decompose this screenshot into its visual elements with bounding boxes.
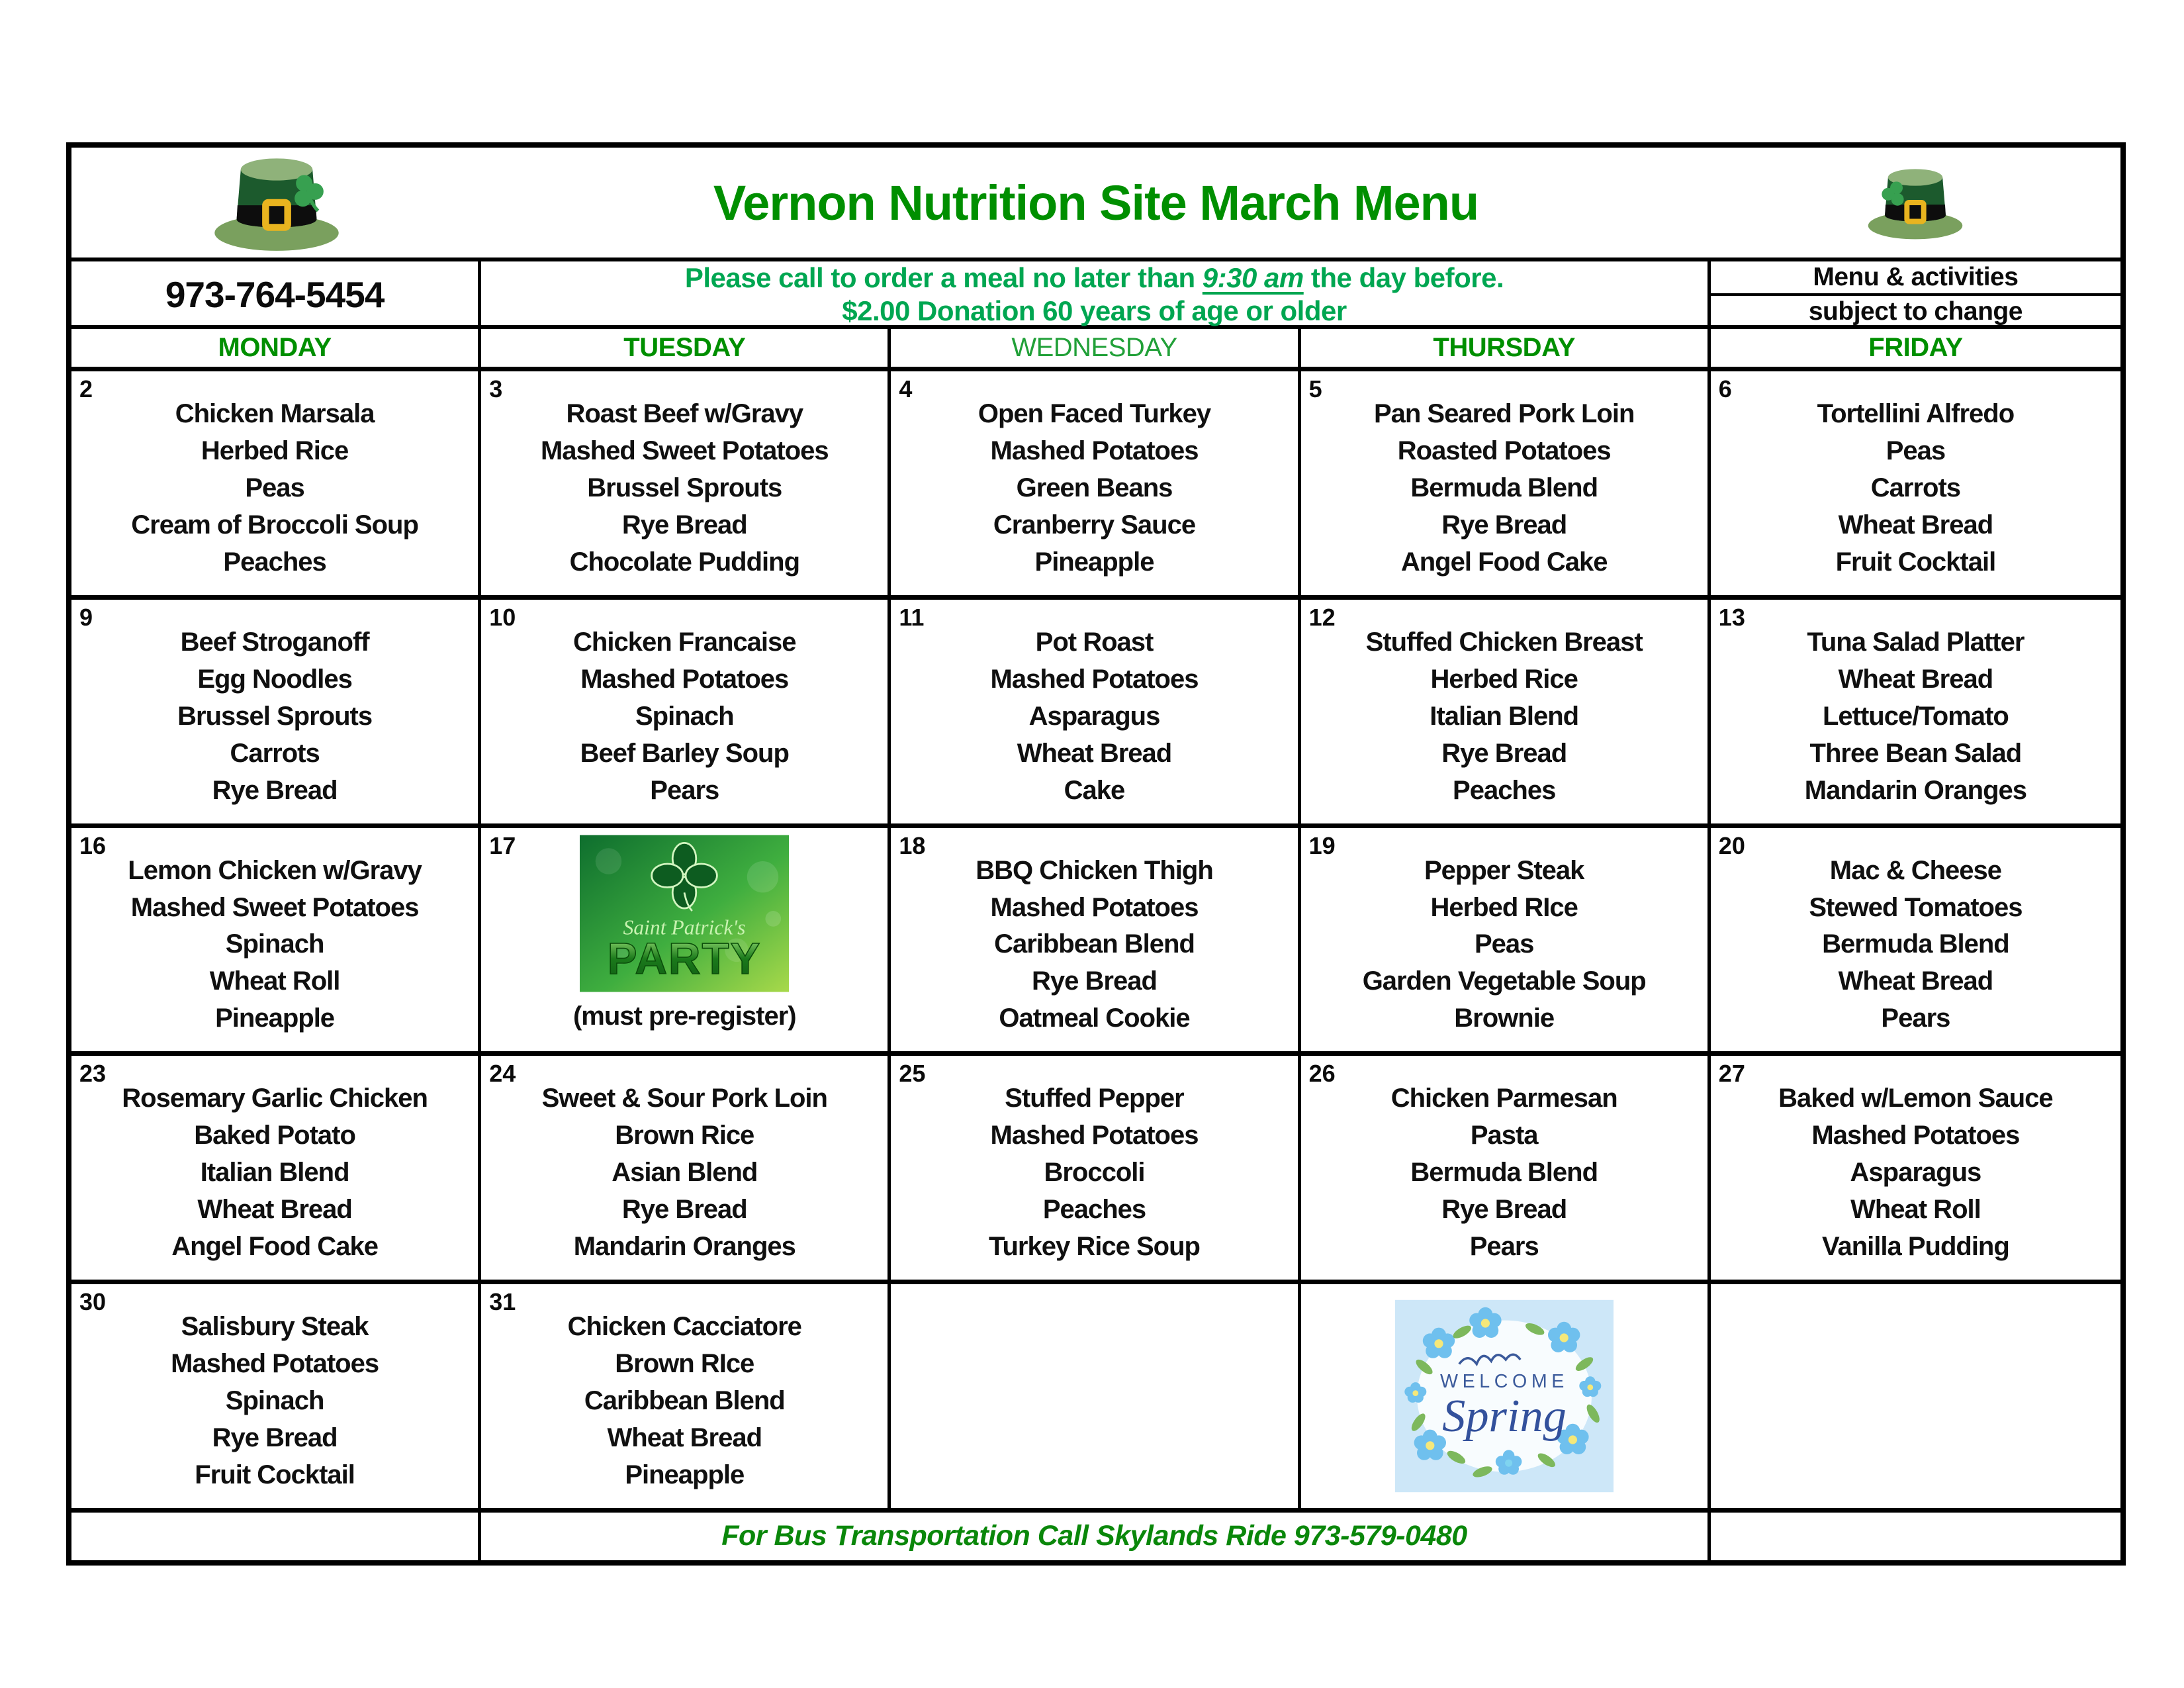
menu-item: Bermuda Blend — [1822, 929, 2009, 959]
menu-item: Carrots — [230, 738, 320, 768]
menu-item-list — [1711, 371, 2120, 595]
menu-item: Mac & Cheese — [1829, 855, 2002, 885]
menu-item: Pears — [1881, 1004, 1950, 1033]
day-number: 19 — [1308, 831, 1336, 859]
note-line-2: subject to change — [1808, 297, 2023, 326]
menu-item: Pineapple — [1034, 547, 1154, 577]
day-number: 31 — [489, 1288, 516, 1316]
menu-item-list — [481, 1284, 887, 1508]
menu-item: Turkey Rice Soup — [989, 1232, 1200, 1262]
day-number: 20 — [1718, 831, 1745, 859]
menu-item: Cream of Broccoli Soup — [131, 510, 418, 539]
calendar-cell-day-30 — [71, 1284, 481, 1508]
menu-item: Sweet & Sour Pork Loin — [541, 1084, 827, 1113]
menu-item-list — [1301, 828, 1707, 1052]
menu-item: Mashed Potatoes — [990, 664, 1199, 694]
menu-item: Mashed Sweet Potatoes — [540, 436, 829, 465]
calendar-cell-day-24 — [481, 1056, 891, 1280]
menu-item: Open Faced Turkey — [978, 399, 1211, 428]
menu-item-list — [891, 371, 1297, 595]
welcome-spring-graphic — [1395, 1298, 1614, 1494]
menu-item: Chicken Francaise — [573, 627, 796, 657]
menu-item: Rye Bread — [212, 1423, 338, 1452]
spring-text: Spring — [1441, 1389, 1567, 1442]
menu-item: Stewed Tomatoes — [1809, 892, 2023, 922]
footer-row — [71, 1513, 2120, 1560]
day-number: 24 — [489, 1060, 516, 1088]
menu-item: Oatmeal Cookie — [999, 1004, 1190, 1033]
menu-item: Asparagus — [1028, 701, 1160, 731]
menu-item: Herbed Rice — [1430, 664, 1578, 694]
menu-item: Chicken Cacciatore — [567, 1312, 801, 1342]
weekday-header-monday: MONDAY — [71, 329, 481, 367]
menu-item: Pasta — [1470, 1121, 1538, 1150]
menu-item: Pan Seared Pork Loin — [1373, 399, 1635, 428]
menu-item: Peas — [1474, 929, 1534, 959]
menu-item: Tortellini Alfredo — [1817, 399, 2015, 428]
calendar-cell-day-19 — [1301, 828, 1711, 1052]
week-row-3 — [71, 828, 2120, 1056]
menu-item: Asparagus — [1850, 1158, 1981, 1188]
menu-item: Rye Bread — [212, 775, 338, 805]
footer-empty-cell-right — [1711, 1513, 2120, 1560]
menu-item: Italian Blend — [1430, 701, 1579, 731]
menu-item: Chocolate Pudding — [569, 547, 799, 577]
menu-item-list — [1711, 600, 2120, 823]
menu-item: Pineapple — [215, 1004, 335, 1033]
menu-item: Mashed Potatoes — [990, 1121, 1199, 1150]
menu-item: Wheat Roll — [1850, 1195, 1981, 1225]
calendar-cell-day-6 — [1711, 371, 2120, 595]
calendar-cell-empty — [1711, 1284, 2120, 1508]
menu-item-list — [1711, 828, 2120, 1052]
menu-item: Lettuce/Tomato — [1822, 701, 2009, 731]
menu-item: Salisbury Steak — [181, 1312, 369, 1342]
menu-item: Brown RIce — [615, 1349, 754, 1379]
menu-item: Herbed RIce — [1430, 892, 1578, 922]
menu-item: Herbed Rice — [201, 436, 349, 465]
menu-item: Peaches — [1453, 775, 1556, 805]
menu-item: Brussel Sprouts — [177, 701, 373, 731]
menu-item: Caribbean Blend — [584, 1386, 785, 1416]
day-number: 17 — [489, 831, 516, 859]
menu-item: Stuffed Pepper — [1005, 1084, 1184, 1113]
note-line-1: Menu & activities — [1711, 261, 2120, 296]
weekday-header-thursday: THURSDAY — [1301, 329, 1711, 367]
day-number: 6 — [1718, 375, 1732, 402]
menu-item-list — [1301, 1056, 1707, 1280]
menu-item: Egg Noodles — [197, 664, 352, 694]
menu-item: Pears — [650, 775, 719, 805]
menu-item: Rye Bread — [1441, 738, 1567, 768]
leprechaun-hat-icon — [1852, 163, 1978, 242]
welcome-text: WELCOME — [1439, 1370, 1569, 1392]
menu-item: Asian Blend — [612, 1158, 758, 1188]
calendar-cell-day-10 — [481, 600, 891, 823]
week-row-1 — [71, 371, 2120, 600]
menu-item: Fruit Cocktail — [1835, 547, 1996, 577]
menu-item: Italian Blend — [200, 1158, 349, 1188]
menu-item: Angel Food Cake — [1400, 547, 1608, 577]
menu-item: Pot Roast — [1035, 627, 1154, 657]
menu-item: Garden Vegetable Soup — [1362, 966, 1646, 996]
leprechaun-hat-icon-right — [1711, 148, 2120, 258]
week-row-5 — [71, 1284, 2120, 1513]
menu-item: Mashed Potatoes — [580, 664, 789, 694]
day-number: 13 — [1718, 603, 1745, 631]
menu-item: BBQ Chicken Thigh — [976, 855, 1213, 885]
calendar-cell-empty — [1301, 1284, 1711, 1508]
calendar-cell-day-2 — [71, 371, 481, 595]
menu-item: Baked w/Lemon Sauce — [1778, 1084, 2053, 1113]
menu-item: Cake — [1064, 775, 1125, 805]
menu-item: Rye Bread — [1032, 966, 1157, 996]
menu-item-list — [1301, 600, 1707, 823]
menu-item-list — [891, 828, 1297, 1052]
menu-item: Wheat Bread — [1838, 966, 1993, 996]
day-number: 11 — [899, 603, 925, 631]
menu-item: Vanilla Pudding — [1821, 1232, 2009, 1262]
donation-line: $2.00 Donation 60 years of age or older — [842, 295, 1347, 326]
calendar-cell-day-4 — [891, 371, 1300, 595]
menu-item-list — [1301, 371, 1707, 595]
menu-item: Peas — [1886, 436, 1946, 465]
menu-item-list — [481, 600, 887, 823]
menu-item: Mashed Sweet Potatoes — [130, 892, 419, 922]
menu-item: Lemon Chicken w/Gravy — [128, 855, 422, 885]
menu-item: Fruit Cocktail — [195, 1460, 355, 1489]
calendar-cell-day-5 — [1301, 371, 1711, 595]
menu-item: Pepper Steak — [1424, 855, 1584, 885]
menu-item: Peaches — [1042, 1195, 1146, 1225]
footer-empty-cell-left — [71, 1513, 481, 1560]
menu-item: Cranberry Sauce — [993, 510, 1196, 539]
call-to-order-line — [685, 261, 1504, 295]
weekday-header-wednesday: WEDNESDAY — [891, 329, 1300, 367]
leprechaun-hat-icon — [194, 153, 359, 252]
calendar-cell-day-23 — [71, 1056, 481, 1280]
menu-item: Tuna Salad Platter — [1807, 627, 2025, 657]
menu-item: Beef Barley Soup — [580, 738, 789, 768]
party-cell-content — [481, 828, 887, 1052]
call-line-suffix: the day before. — [1303, 262, 1504, 293]
menu-item: Wheat Bread — [607, 1423, 762, 1452]
title-row — [71, 148, 2120, 261]
calendar-cell-day-25 — [891, 1056, 1300, 1280]
calendar-cell-day-26 — [1301, 1056, 1711, 1280]
menu-item: Baked Potato — [194, 1121, 355, 1150]
menu-item-list — [71, 371, 478, 595]
day-number: 12 — [1308, 603, 1336, 631]
day-number: 25 — [899, 1060, 926, 1088]
menu-item: Brussel Sprouts — [587, 473, 782, 502]
calendar-cell-day-20 — [1711, 828, 2120, 1052]
menu-item-list — [71, 600, 478, 823]
call-line-prefix: Please call to order a meal no later than — [684, 262, 1203, 293]
calendar-cell-day-17 — [481, 828, 891, 1052]
day-number: 27 — [1718, 1060, 1745, 1088]
calendar-cell-day-27 — [1711, 1056, 2120, 1280]
bus-transportation-note: For Bus Transportation Call Skylands Ride 973-579-0480 — [481, 1513, 1711, 1560]
menu-item: Mashed Potatoes — [990, 892, 1199, 922]
menu-item: Rye Bread — [1441, 1195, 1567, 1225]
menu-item: Roast Beef w/Gravy — [566, 399, 803, 428]
menu-item: Spinach — [635, 701, 734, 731]
menu-item: Beef Stroganoff — [180, 627, 369, 657]
party-title-text: PARTY — [608, 933, 762, 984]
saint-patricks-party-graphic — [580, 835, 789, 992]
day-number: 16 — [79, 831, 107, 859]
menu-item: Green Beans — [1016, 473, 1173, 502]
menu-item-list — [71, 828, 478, 1052]
menu-item: Peas — [245, 473, 304, 502]
site-phone-number: 973-764-5454 — [71, 261, 481, 328]
menu-item-list — [481, 1056, 887, 1280]
subtitle-row — [71, 261, 2120, 329]
menu-item: Broccoli — [1044, 1158, 1145, 1188]
calendar-cell-day-16 — [71, 828, 481, 1052]
day-number: 5 — [1308, 375, 1322, 402]
leprechaun-hat-icon-left — [71, 148, 481, 258]
menu-item-list — [71, 1056, 478, 1280]
calendar-cell-day-18 — [891, 828, 1300, 1052]
day-number: 2 — [79, 375, 93, 402]
calendar-cell-day-3 — [481, 371, 891, 595]
day-number: 4 — [899, 375, 913, 402]
menu-item: Rosemary Garlic Chicken — [122, 1084, 428, 1113]
menu-item: Wheat Bread — [1838, 510, 1993, 539]
menu-item: Mandarin Oranges — [573, 1232, 796, 1262]
party-preregister-caption: (must pre-register) — [572, 1001, 796, 1031]
menu-item-list — [891, 600, 1297, 823]
weekday-header-row — [71, 329, 2120, 371]
menu-item: Peaches — [223, 547, 326, 577]
ordering-instructions — [481, 261, 1711, 328]
march-menu-calendar — [66, 142, 2126, 1566]
menu-item: Mashed Potatoes — [171, 1349, 379, 1379]
day-number: 10 — [489, 603, 516, 631]
menu-item: Chicken Parmesan — [1390, 1084, 1617, 1113]
menu-item: Angel Food Cake — [171, 1232, 378, 1262]
day-number: 26 — [1308, 1060, 1336, 1088]
calendar-cell-day-9 — [71, 600, 481, 823]
menu-item: Stuffed Chicken Breast — [1365, 627, 1643, 657]
menu-item: Spinach — [225, 929, 324, 959]
menu-item: Carrots — [1870, 473, 1961, 502]
calendar-cell-day-12 — [1301, 600, 1711, 823]
menu-item: Brown Rice — [615, 1121, 754, 1150]
calendar-cell-empty — [891, 1284, 1300, 1508]
menu-item: Rye Bread — [1441, 510, 1567, 539]
day-number: 23 — [79, 1060, 107, 1088]
week-row-4 — [71, 1056, 2120, 1284]
menu-item: Pineapple — [625, 1460, 745, 1489]
menu-item: Pears — [1469, 1232, 1539, 1262]
week-row-2 — [71, 600, 2120, 828]
menu-item: Mashed Potatoes — [990, 436, 1199, 465]
menu-item: Wheat Bread — [1838, 664, 1993, 694]
menu-item: Mandarin Oranges — [1804, 775, 2026, 805]
day-number: 9 — [79, 603, 93, 631]
menu-item: Wheat Roll — [209, 966, 340, 996]
menu-item: Rye Bread — [621, 510, 747, 539]
menu-change-note — [1711, 261, 2120, 328]
menu-item: Chicken Marsala — [175, 399, 375, 428]
menu-item-list — [481, 371, 887, 595]
calendar-cell-day-31 — [481, 1284, 891, 1508]
menu-item-list — [891, 1056, 1297, 1280]
menu-item: Bermuda Blend — [1410, 1158, 1598, 1188]
day-number: 18 — [899, 831, 926, 859]
calendar-cell-day-13 — [1711, 600, 2120, 823]
weekday-header-tuesday: TUESDAY — [481, 329, 891, 367]
menu-item: Caribbean Blend — [994, 929, 1195, 959]
menu-item-list — [1711, 1056, 2120, 1280]
menu-item: Wheat Bread — [197, 1195, 352, 1225]
menu-item: Brownie — [1454, 1004, 1555, 1033]
spring-cell-content — [1301, 1284, 1707, 1508]
menu-item: Rye Bread — [621, 1195, 747, 1225]
weekday-header-friday: FRIDAY — [1868, 333, 1963, 362]
page-title: Vernon Nutrition Site March Menu — [713, 175, 1479, 230]
menu-item: Wheat Bread — [1017, 738, 1172, 768]
menu-item: Roasted Potatoes — [1397, 436, 1611, 465]
day-number: 3 — [489, 375, 503, 402]
menu-item-list — [71, 1284, 478, 1508]
call-deadline-time: 9:30 am — [1202, 262, 1304, 293]
menu-item: Spinach — [225, 1386, 324, 1416]
menu-item: Bermuda Blend — [1410, 473, 1598, 502]
menu-item: Mashed Potatoes — [1811, 1121, 2020, 1150]
menu-item: Three Bean Salad — [1809, 738, 2022, 768]
party-script-text: Saint Patrick's — [623, 915, 746, 939]
day-number: 30 — [79, 1288, 107, 1316]
calendar-cell-day-11 — [891, 600, 1300, 823]
